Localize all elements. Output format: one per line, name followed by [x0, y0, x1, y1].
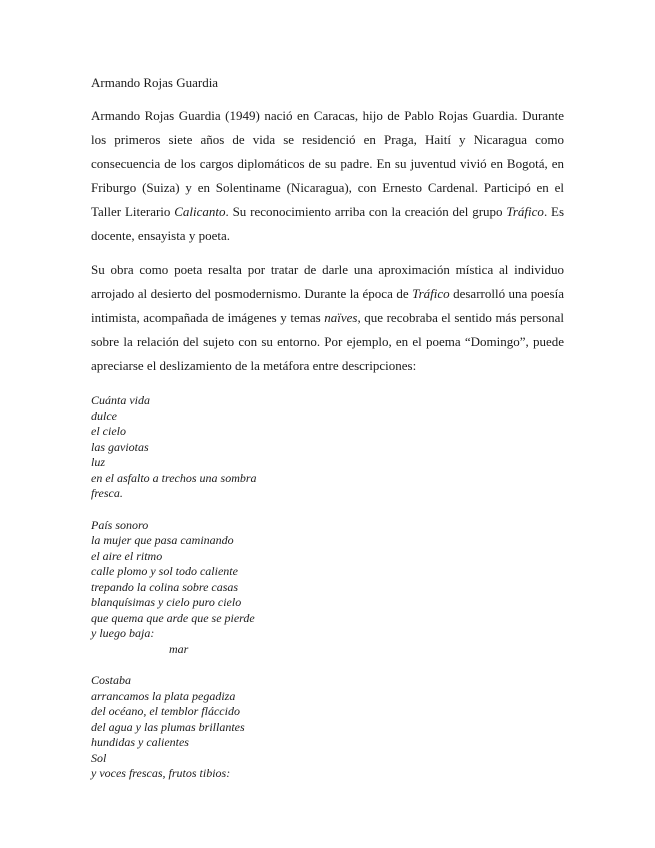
poem-line: del agua y las plumas brillantes	[91, 719, 245, 734]
poem-line: Costaba	[91, 673, 132, 687]
poem-line: trepando la colina sobre casas	[91, 579, 239, 594]
poem-line: arrancamos la plata pegadiza	[91, 688, 236, 703]
paragraph-text: , que recobraba el sentido más personal sobre la relación del sujeto con su entorno. Por ejemplo, en el poema “Domingo”, puede apreciarse el deslizamiento de la metáfora entre descripciones:	[91, 310, 564, 373]
document-page	[91, 74, 564, 798]
poem-line: en el asfalto a trechos una sombra	[91, 470, 257, 485]
italic-term: Calicanto	[174, 204, 226, 219]
poem-line: País sonoro	[91, 517, 149, 532]
paragraph-text: Armando Rojas Guardia (1949) nació en Caracas, hijo de Pablo Rojas Guardia. Durante los primeros siete años de vida se residenció en Praga, Haití y Nicaragua como consecuencia de los cargos diplomáticos de su padre. En su juventud vivió en Bogotá, en Friburgo (Suiza) y en Solentiname (Nicaragua), con Ernesto Cardenal. Participó en el Taller Literario	[91, 108, 564, 219]
poem-line: Cuánta vida	[91, 393, 150, 407]
poem-line: del océano, el temblor fláccido	[91, 704, 240, 718]
poem-stanza-1	[91, 393, 564, 502]
poem-line: el cielo	[91, 424, 126, 438]
poem-line: dulce	[91, 408, 117, 423]
poem-line: la mujer que pasa caminando	[91, 533, 234, 547]
poem-line-indented: mar	[169, 641, 189, 656]
poem-line: las gaviotas	[91, 439, 149, 454]
poem-stanza-3	[91, 673, 564, 782]
document-title: Armando Rojas Guardia	[91, 75, 219, 90]
poem-line: luz	[91, 455, 106, 469]
italic-term: naïves	[324, 310, 358, 325]
italic-term: Tráfico	[506, 204, 544, 219]
paragraph-text: . Su reconocimiento arriba con la creación del grupo	[225, 204, 507, 219]
paragraph-text: Su obra como poeta resalta por tratar de darle una aproximación mística al individuo arrojado al desierto del posmodernismo. Durante la época de	[91, 262, 564, 301]
italic-term: Tráfico	[412, 286, 450, 301]
poem-line: hundidas y calientes	[91, 735, 189, 749]
analysis-paragraph	[91, 258, 564, 378]
paragraph-text: . Es docente, ensayista y poeta.	[91, 204, 564, 243]
poem-line: Sol	[91, 750, 107, 765]
poem-line: fresca.	[91, 486, 123, 500]
poem-line: y luego baja:	[91, 626, 155, 640]
paragraph-text: desarrolló una poesía intimista, acompañada de imágenes y temas	[91, 286, 565, 325]
poem-line: el aire el ritmo	[91, 548, 163, 563]
biography-paragraph	[91, 104, 564, 248]
poem-line: y voces frescas, frutos tibios:	[91, 766, 231, 780]
poem-line: blanquísimas y cielo puro cielo	[91, 595, 242, 609]
poem-line: calle plomo y sol todo caliente	[91, 564, 238, 578]
poem-stanza-2	[91, 518, 564, 658]
poem-line: que quema que arde que se pierde	[91, 610, 255, 625]
